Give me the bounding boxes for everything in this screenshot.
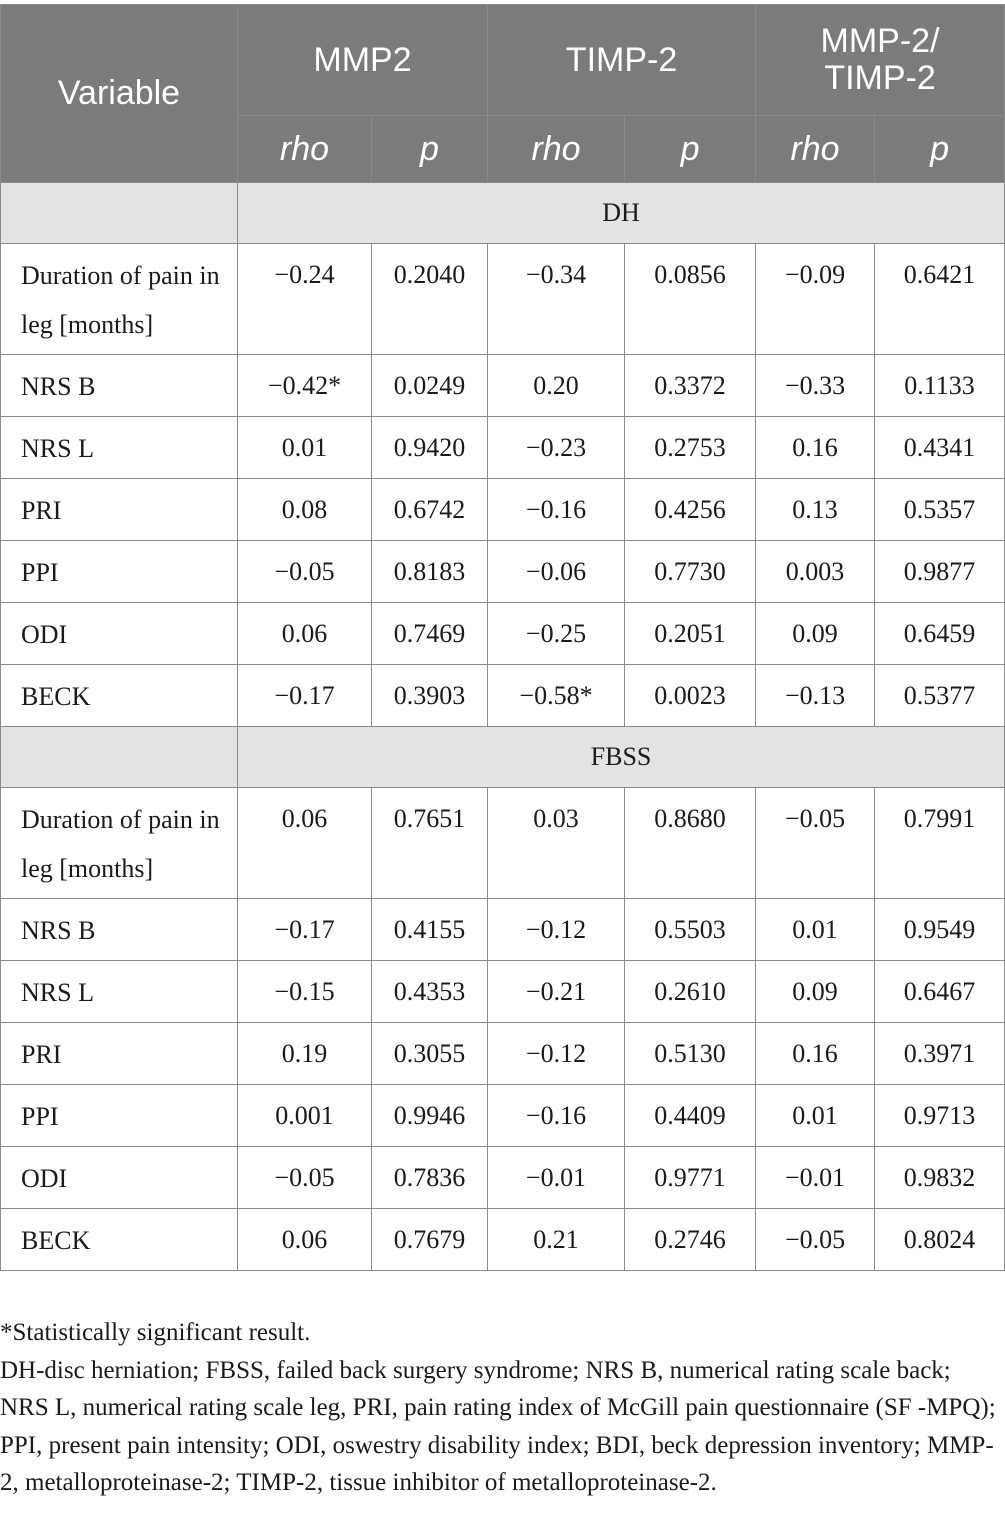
p-value-cell: 0.9713 [875,1085,1005,1147]
p-value-cell: 0.9877 [875,541,1005,603]
rho-cell: 0.01 [756,899,875,961]
p-value-cell: 0.6459 [875,603,1005,665]
rho-cell: −0.16 [488,1085,625,1147]
row-variable: PPI [1,541,238,603]
p-value-cell: 0.7991 [875,788,1005,899]
p-value-cell: 0.3971 [875,1023,1005,1085]
header-variable: Variable [1,5,238,183]
p-value-cell: 0.7730 [625,541,756,603]
table-row [1,244,1005,355]
p-value-cell: 0.7651 [372,788,488,899]
section-label: DH [238,183,1005,244]
rho-cell: 0.19 [238,1023,372,1085]
p-value-cell: 0.0023 [625,665,756,727]
p-value-cell: 0.5357 [875,479,1005,541]
section-row [1,727,1005,788]
rho-cell: −0.05 [756,788,875,899]
p-value-cell: 0.1133 [875,355,1005,417]
rho-cell: 0.21 [488,1209,625,1271]
rho-cell: 0.13 [756,479,875,541]
p-value-cell: 0.5377 [875,665,1005,727]
rho-cell: 0.001 [238,1085,372,1147]
header-sub-p: p [372,116,488,183]
table-row [1,1023,1005,1085]
rho-cell: 0.16 [756,1023,875,1085]
rho-cell: −0.17 [238,899,372,961]
rho-cell: −0.01 [756,1147,875,1209]
section-spacer [1,183,238,244]
section-spacer [1,727,238,788]
rho-cell: 0.09 [756,961,875,1023]
rho-cell: −0.24 [238,244,372,355]
rho-cell: 0.06 [238,1209,372,1271]
p-value-cell: 0.9946 [372,1085,488,1147]
p-value-cell: 0.6467 [875,961,1005,1023]
header-sub-rho: rho [488,116,625,183]
table-row [1,788,1005,899]
row-variable: NRS B [1,355,238,417]
row-variable: ODI [1,1147,238,1209]
rho-cell: 0.06 [238,603,372,665]
p-value-cell: 0.7836 [372,1147,488,1209]
p-value-cell: 0.2610 [625,961,756,1023]
rho-cell: −0.16 [488,479,625,541]
rho-cell: −0.05 [238,541,372,603]
p-value-cell: 0.4341 [875,417,1005,479]
p-value-cell: 0.8183 [372,541,488,603]
table-row [1,355,1005,417]
table-row [1,665,1005,727]
rho-cell: 0.06 [238,788,372,899]
table-row [1,1209,1005,1271]
p-value-cell: 0.9420 [372,417,488,479]
p-value-cell: 0.8680 [625,788,756,899]
rho-cell: −0.13 [756,665,875,727]
row-variable: Duration of pain in leg [months] [1,788,238,899]
row-variable: PPI [1,1085,238,1147]
p-value-cell: 0.2753 [625,417,756,479]
header-sub-p: p [625,116,756,183]
row-variable: NRS L [1,417,238,479]
rho-cell: −0.09 [756,244,875,355]
rho-cell: −0.12 [488,1023,625,1085]
row-variable: PRI [1,1023,238,1085]
rho-cell: −0.05 [238,1147,372,1209]
row-variable: NRS B [1,899,238,961]
rho-cell: 0.01 [756,1085,875,1147]
table-row [1,541,1005,603]
p-value-cell: 0.7469 [372,603,488,665]
row-variable: Duration of pain in leg [months] [1,244,238,355]
table-row [1,899,1005,961]
rho-cell: 0.20 [488,355,625,417]
row-variable: BECK [1,665,238,727]
p-value-cell: 0.4155 [372,899,488,961]
table-row [1,1147,1005,1209]
header-group-timp2: TIMP-2 [488,5,756,116]
row-variable: NRS L [1,961,238,1023]
header-sub-rho: rho [238,116,372,183]
rho-cell: 0.03 [488,788,625,899]
p-value-cell: 0.2746 [625,1209,756,1271]
p-value-cell: 0.4353 [372,961,488,1023]
p-value-cell: 0.3372 [625,355,756,417]
table-body [1,183,1005,1271]
rho-cell: −0.06 [488,541,625,603]
rho-cell: 0.09 [756,603,875,665]
table-row [1,417,1005,479]
p-value-cell: 0.6421 [875,244,1005,355]
rho-cell: −0.01 [488,1147,625,1209]
header-sub-rho: rho [756,116,875,183]
p-value-cell: 0.2040 [372,244,488,355]
row-variable: PRI [1,479,238,541]
rho-cell: −0.25 [488,603,625,665]
p-value-cell: 0.0856 [625,244,756,355]
correlation-table [0,4,1005,1271]
rho-cell: 0.08 [238,479,372,541]
significance-note: *Statistically significant result. [0,1319,311,1346]
table-row [1,1085,1005,1147]
abbreviations-note: DH-disc herniation; FBSS, failed back surgery syndrome; NRS B, numerical rating scale back; NRS L, numerical rating scale leg, PRI, pain rating index of McGill pain questionnaire (SF -MPQ); PPI, present pain intensity; ODI, oswestry disability index; BDI, beck depression inventory; MMP-2, metalloproteinase-2; TIMP-2, tissue inhibitor of metalloproteinase-2. [0,1356,996,1496]
p-value-cell: 0.9549 [875,899,1005,961]
table-row [1,479,1005,541]
rho-cell: −0.23 [488,417,625,479]
table-row [1,603,1005,665]
p-value-cell: 0.0249 [372,355,488,417]
rho-cell: −0.12 [488,899,625,961]
header-group-ratio: MMP-2/ TIMP-2 [756,5,1005,116]
rho-cell: 0.003 [756,541,875,603]
p-value-cell: 0.5130 [625,1023,756,1085]
p-value-cell: 0.9771 [625,1147,756,1209]
p-value-cell: 0.9832 [875,1147,1005,1209]
rho-cell: −0.17 [238,665,372,727]
row-variable: BECK [1,1209,238,1271]
rho-cell: −0.58* [488,665,625,727]
rho-cell: −0.42* [238,355,372,417]
p-value-cell: 0.8024 [875,1209,1005,1271]
p-value-cell: 0.6742 [372,479,488,541]
p-value-cell: 0.7679 [372,1209,488,1271]
rho-cell: −0.15 [238,961,372,1023]
rho-cell: −0.21 [488,961,625,1023]
p-value-cell: 0.3903 [372,665,488,727]
p-value-cell: 0.4409 [625,1085,756,1147]
p-value-cell: 0.5503 [625,899,756,961]
section-label: FBSS [238,727,1005,788]
header-group-mmp2: MMP2 [238,5,488,116]
p-value-cell: 0.2051 [625,603,756,665]
p-value-cell: 0.4256 [625,479,756,541]
table-footnotes [0,1314,1005,1502]
rho-cell: −0.34 [488,244,625,355]
p-value-cell: 0.3055 [372,1023,488,1085]
rho-cell: −0.33 [756,355,875,417]
row-variable: ODI [1,603,238,665]
table-row [1,961,1005,1023]
rho-cell: 0.16 [756,417,875,479]
header-sub-p: p [875,116,1005,183]
section-row [1,183,1005,244]
rho-cell: −0.05 [756,1209,875,1271]
rho-cell: 0.01 [238,417,372,479]
